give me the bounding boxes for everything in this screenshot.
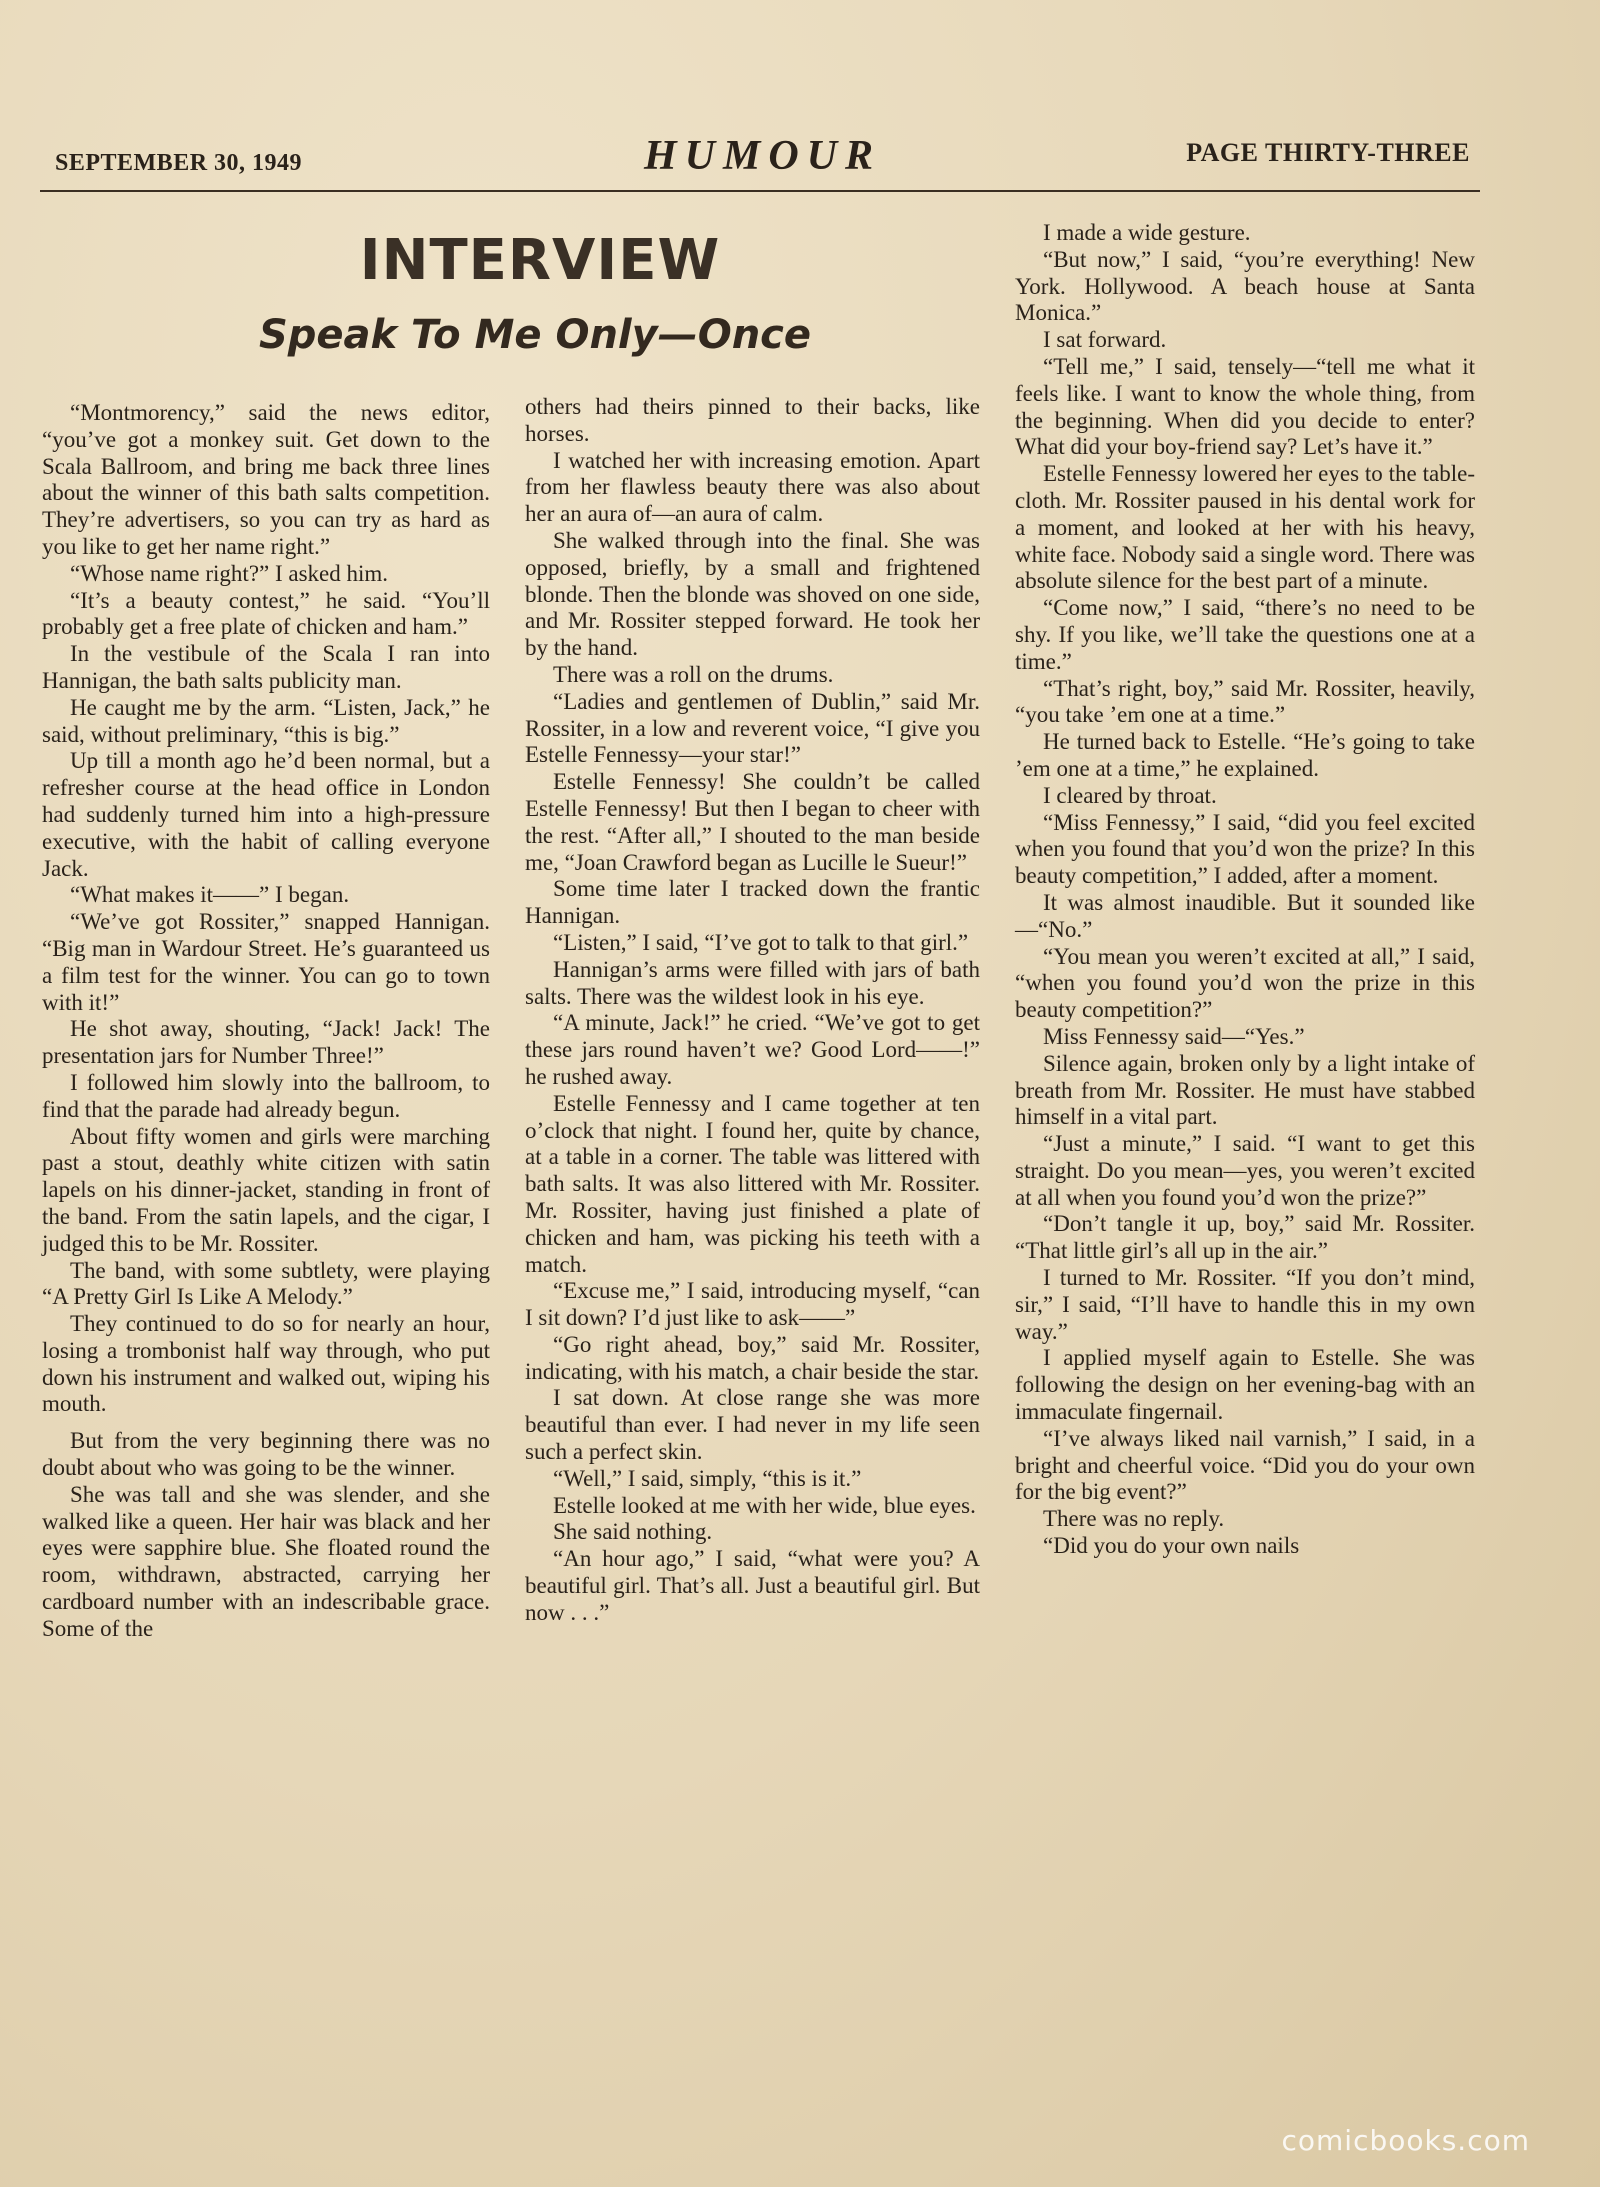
paragraph: She was tall and she was slender, and she walked like a queen. Her hair was black and her eyes were sapphire blue. She floated round the room, withdrawn, abstracted, carrying her cardboard number with an indescribable grace. Some of the (42, 1481, 490, 1641)
header-rule (40, 190, 1480, 192)
paragraph: Hannigan’s arms were filled with jars of bath salts. There was the wildest look in his eye. (525, 956, 980, 1009)
paragraph: Estelle Fennessy! She couldn’t be called Estelle Fennessy! But then I began to cheer with the rest. “After all,” I shouted to the man beside me, “Joan Crawford began as Lucille le Sueur!” (525, 769, 980, 875)
magazine-title: HUMOUR (643, 133, 882, 179)
paragraph: “But now,” I said, “you’re everything! New York. Hollywood. A beach house at Santa Monica.” (1015, 246, 1475, 326)
paragraph: “Don’t tangle it up, boy,” said Mr. Rossiter. “That little girl’s all up in the air.” (1015, 1211, 1475, 1264)
watermark: comicbooks.com (1281, 2124, 1530, 2157)
paragraph: About fifty women and girls were marching past a stout, deathly white citizen with satin lapels on his dinner-jacket, standing in front of the band. From the satin lapels, and the cigar, I judged this to be Mr. Rossiter. (42, 1123, 490, 1256)
paragraph: “Did you do your own nails (1043, 1533, 1300, 1559)
paragraph: “Ladies and gentlemen of Dublin,” said Mr. Rossiter, in a low and reverent voice, “I give you Estelle Fennessy—your star!” (525, 688, 980, 768)
paragraph: Estelle Fennessy and I came together at ten o’clock that night. I found her, quite by chance, at a table in a corner. The table was littered with bath salts. It was also littered with Mr. Rossiter. Mr. Rossiter, having just finished a plate of chicken and ham, was picking his teeth with a match. (525, 1090, 980, 1277)
paragraph: Silence again, broken only by a light intake of breath from Mr. Rossiter. He must have stabbed himself in a vital part. (1015, 1050, 1475, 1130)
paragraph: I watched her with increasing emotion. Apart from her flawless beauty there was also about her an aura of—an aura of calm. (525, 447, 980, 527)
paragraph: “An hour ago,” I said, “what were you? A beautiful girl. That’s all. Just a beautiful girl. But now . . .” (525, 1546, 980, 1625)
paragraph: “Well,” I said, simply, “this is it.” (553, 1465, 862, 1491)
paragraph: I made a wide gesture. (1043, 220, 1251, 245)
paragraph: I applied myself again to Estelle. She was following the design on her evening-bag with an immaculate fingernail. (1015, 1345, 1475, 1425)
text-column-3 (1015, 220, 1475, 1560)
paragraph: “What makes it——” I began. (70, 882, 350, 908)
text-column-2 (525, 394, 980, 1627)
paragraph: He shot away, shouting, “Jack! Jack! The presentation jars for Number Three!” (42, 1016, 490, 1069)
paragraph: Some time later I tracked down the frantic Hannigan. (525, 876, 980, 929)
paragraph: “Excuse me,” I said, introducing myself, “can I sit down? I’d just like to ask——” (525, 1278, 980, 1331)
paragraph: They continued to do so for nearly an hour, losing a trombonist half way through, who put down his instrument and walked out, wiping his mouth. (42, 1311, 490, 1417)
paragraph: He turned back to Estelle. “He’s going to take ’em one at a time,” he explained. (1015, 729, 1475, 781)
paragraph: There was a roll on the drums. (553, 661, 834, 687)
paragraph: “Go right ahead, boy,” said Mr. Rossiter, indicating, with his match, a chair beside the star. (525, 1331, 980, 1384)
paragraph: Miss Fennessy said—“Yes.” (1043, 1023, 1305, 1049)
article-title: INTERVIEW (359, 228, 721, 293)
paragraph: I sat down. At close range she was more beautiful than ever. I had never in my life seen such a perfect skin. (525, 1385, 980, 1465)
paragraph: “Tell me,” I said, tensely—“tell me what it feels like. I want to know the whole thing, from the beginning. When did you decide to enter? What did your boy-friend say? Let’s have it.” (1015, 353, 1475, 460)
paragraph: others had theirs pinned to their backs, like horses. (525, 394, 980, 446)
paragraph: She walked through into the final. She was opposed, briefly, by a small and frightened blonde. Then the blonde was shoved on one side, and Mr. Rossiter stepped forward. He took her by the hand. (525, 527, 980, 661)
paragraph: He caught me by the arm. “Listen, Jack,” he said, without preliminary, “this is big.” (42, 694, 490, 747)
paragraph: But from the very beginning there was no doubt about who was going to be the winner. (42, 1428, 490, 1481)
page-number: PAGE THIRTY-THREE (1186, 138, 1470, 167)
article-subtitle: Speak To Me Only—Once (258, 312, 812, 358)
paragraph: “Miss Fennessy,” I said, “did you feel excited when you found that you’d won the prize? In this beauty competition,” I added, after a moment. (1015, 809, 1475, 889)
paragraph: “Listen,” I said, “I’ve got to talk to that girl.” (553, 929, 969, 955)
paragraph: Up till a month ago he’d been normal, but a refresher course at the head office in London had suddenly turned him into a high-pressure executive, with the habit of calling everyone Jack. (42, 748, 490, 881)
paragraph: There was no reply. (1043, 1506, 1225, 1532)
paragraph: Estelle Fennessy lowered her eyes to the table-cloth. Mr. Rossiter paused in his dental work for a moment, and looked at her with his heavy, white face. Nobody said a single word. There was absolute silence for the best part of a minute. (1015, 461, 1475, 594)
paragraph: “A minute, Jack!” he cried. “We’ve got to get these jars round haven’t we? Good Lord——!” he rushed away. (525, 1010, 980, 1089)
paragraph: It was almost inaudible. But it sounded like—“No.” (1015, 889, 1475, 942)
paragraph: I followed him slowly into the ballroom, to find that the parade had already begun. (42, 1069, 490, 1122)
paragraph: “Come now,” I said, “there’s no need to be shy. If you like, we’ll take the questions one at a time.” (1015, 595, 1475, 674)
paragraph: I turned to Mr. Rossiter. “If you don’t mind, sir,” I said, “I’ll have to handle this in my own way.” (1015, 1265, 1475, 1344)
paragraph: The band, with some subtlety, were playing “A Pretty Girl Is Like A Melody.” (42, 1257, 490, 1310)
text-column-1 (42, 400, 490, 1643)
paragraph: “We’ve got Rossiter,” snapped Hannigan. “Big man in Wardour Street. He’s guaranteed us a film test for the winner. You can go to town with it!” (42, 909, 490, 1015)
paragraph: “It’s a beauty contest,” he said. “You’ll probably get a free plate of chicken and ham.” (42, 587, 490, 640)
paragraph: “Just a minute,” I said. “I want to get this straight. Do you mean—yes, you weren’t excited at all when you found you’d won the prize?” (1015, 1131, 1475, 1210)
paragraph: She said nothing. (553, 1519, 713, 1545)
paragraph: “That’s right, boy,” said Mr. Rossiter, heavily, “you take ’em one at a time.” (1015, 675, 1475, 728)
issue-date: SEPTEMBER 30, 1949 (55, 150, 303, 176)
paragraph: “I’ve always liked nail varnish,” I said, in a bright and cheerful voice. “Did you do your own for the big event?” (1015, 1425, 1475, 1505)
paragraph: “You mean you weren’t excited at all,” I said, “when you found you’d won the prize in this beauty competition?” (1015, 943, 1475, 1023)
paragraph: Estelle looked at me with her wide, blue eyes. (553, 1492, 976, 1518)
paragraph: “Montmorency,” said the news editor, “you’ve got a monkey suit. Get down to the Scala Ballroom, and bring me back three lines about the winner of this bath salts competition. They’re advertisers, so you can try as hard as you like to get her name right.” (42, 400, 490, 559)
paragraph: I sat forward. (1043, 327, 1167, 353)
paragraph: I cleared by throat. (1043, 782, 1217, 808)
paragraph: In the vestibule of the Scala I ran into Hannigan, the bath salts publicity man. (42, 641, 490, 693)
paragraph: “Whose name right?” I asked him. (70, 560, 389, 586)
page-header (55, 132, 1470, 188)
